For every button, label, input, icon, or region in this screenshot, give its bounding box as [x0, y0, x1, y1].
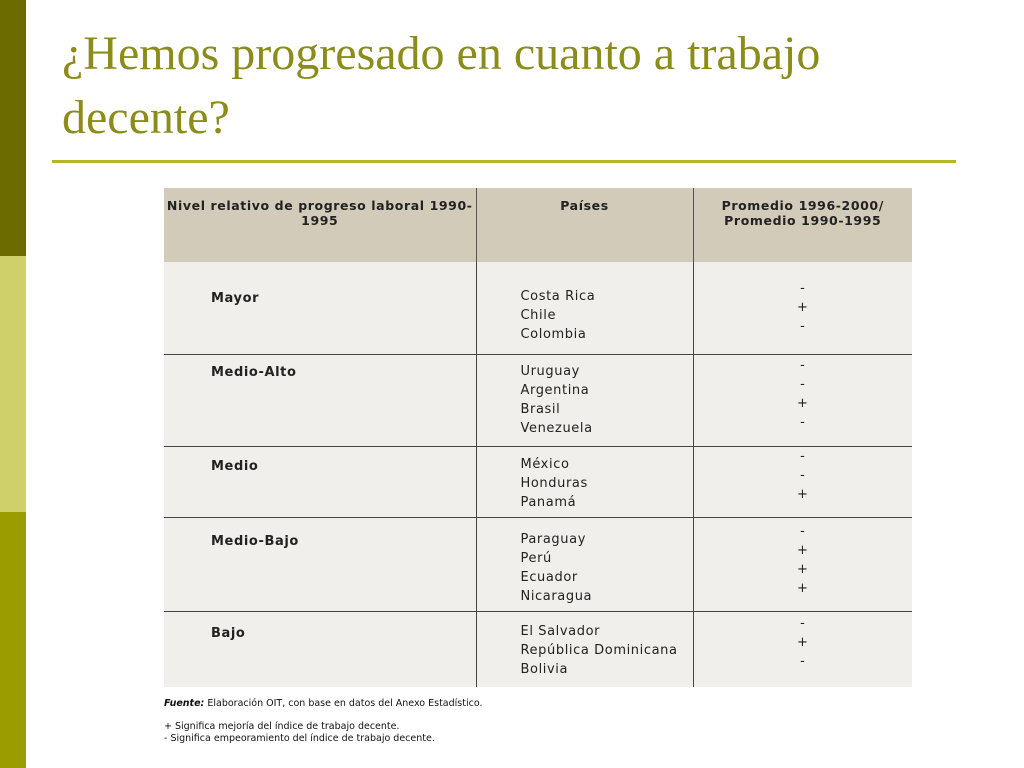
- decorative-bar-bottom: [0, 512, 26, 768]
- row-countries: [476, 447, 693, 518]
- header-change: Promedio 1996-2000/ Promedio 1990-1995: [693, 188, 912, 262]
- country-name: Panamá: [520, 495, 577, 510]
- row-countries: [476, 612, 693, 688]
- country-name: Ecuador: [520, 570, 578, 585]
- row-level: Bajo: [164, 612, 476, 688]
- table-row: [164, 518, 912, 612]
- change-sign: -: [800, 468, 806, 483]
- row-change-signs: [693, 518, 912, 612]
- change-sign: +: [797, 396, 809, 411]
- country-name: República Dominicana: [520, 643, 678, 658]
- country-name: El Salvador: [520, 624, 601, 639]
- slide-title: ¿Hemos progresado en cuanto a trabajo decente?: [62, 27, 821, 144]
- country-name: Perú: [520, 551, 552, 566]
- row-change-signs: [693, 447, 912, 518]
- decorative-bar-top: [0, 0, 26, 256]
- country-name: Venezuela: [520, 421, 593, 436]
- decorative-bar-middle: [0, 256, 26, 512]
- row-level: Medio-Alto: [164, 355, 476, 447]
- change-sign: +: [797, 543, 809, 558]
- country-name: Argentina: [520, 383, 590, 398]
- row-level: Medio-Bajo: [164, 518, 476, 612]
- legend-plus: + Significa mejoría del índice de trabajo decente.: [164, 721, 400, 732]
- change-sign: -: [800, 319, 806, 334]
- header-countries: Países: [476, 188, 693, 262]
- country-name: Chile: [520, 308, 557, 323]
- table-row: [164, 612, 912, 688]
- row-level: Mayor: [164, 262, 476, 355]
- row-change-signs: [693, 612, 912, 688]
- table-row: [164, 355, 912, 447]
- progress-table-container: [164, 188, 912, 687]
- row-countries: [476, 262, 693, 355]
- row-countries: [476, 355, 693, 447]
- table-row: [164, 262, 912, 355]
- change-sign: -: [800, 377, 806, 392]
- change-sign: +: [797, 487, 809, 502]
- country-name: Bolivia: [520, 662, 569, 677]
- country-name: Nicaragua: [520, 589, 593, 604]
- change-sign: -: [800, 358, 806, 373]
- country-name: Paraguay: [520, 532, 586, 547]
- legend-minus: - Significa empeoramiento del índice de trabajo decente.: [164, 733, 435, 744]
- country-name: Honduras: [520, 476, 588, 491]
- title-underline: [52, 160, 956, 163]
- table-notes: [164, 698, 924, 745]
- change-sign: +: [797, 635, 809, 650]
- country-name: Uruguay: [520, 364, 580, 379]
- row-change-signs: [693, 355, 912, 447]
- change-sign: -: [800, 281, 806, 296]
- row-countries: [476, 518, 693, 612]
- change-sign: -: [800, 524, 806, 539]
- change-sign: -: [800, 654, 806, 669]
- source-label: Fuente:: [164, 698, 205, 709]
- country-name: Costa Rica: [520, 289, 596, 304]
- change-sign: -: [800, 616, 806, 631]
- source-text: Elaboración OIT, con base en datos del Anexo Estadístico.: [207, 698, 483, 709]
- change-sign: -: [800, 415, 806, 430]
- row-change-signs: [693, 262, 912, 355]
- table-header-row: [164, 188, 912, 262]
- progress-table: [164, 188, 912, 687]
- header-level: Nivel relativo de progreso laboral 1990-1995: [164, 188, 476, 262]
- change-sign: +: [797, 300, 809, 315]
- country-name: México: [520, 457, 570, 472]
- change-sign: +: [797, 581, 809, 596]
- country-name: Brasil: [520, 402, 561, 417]
- change-sign: +: [797, 562, 809, 577]
- change-sign: -: [800, 449, 806, 464]
- source-note: [164, 698, 924, 710]
- table-body: [164, 262, 912, 687]
- table-row: [164, 447, 912, 518]
- row-level: Medio: [164, 447, 476, 518]
- country-name: Colombia: [520, 327, 587, 342]
